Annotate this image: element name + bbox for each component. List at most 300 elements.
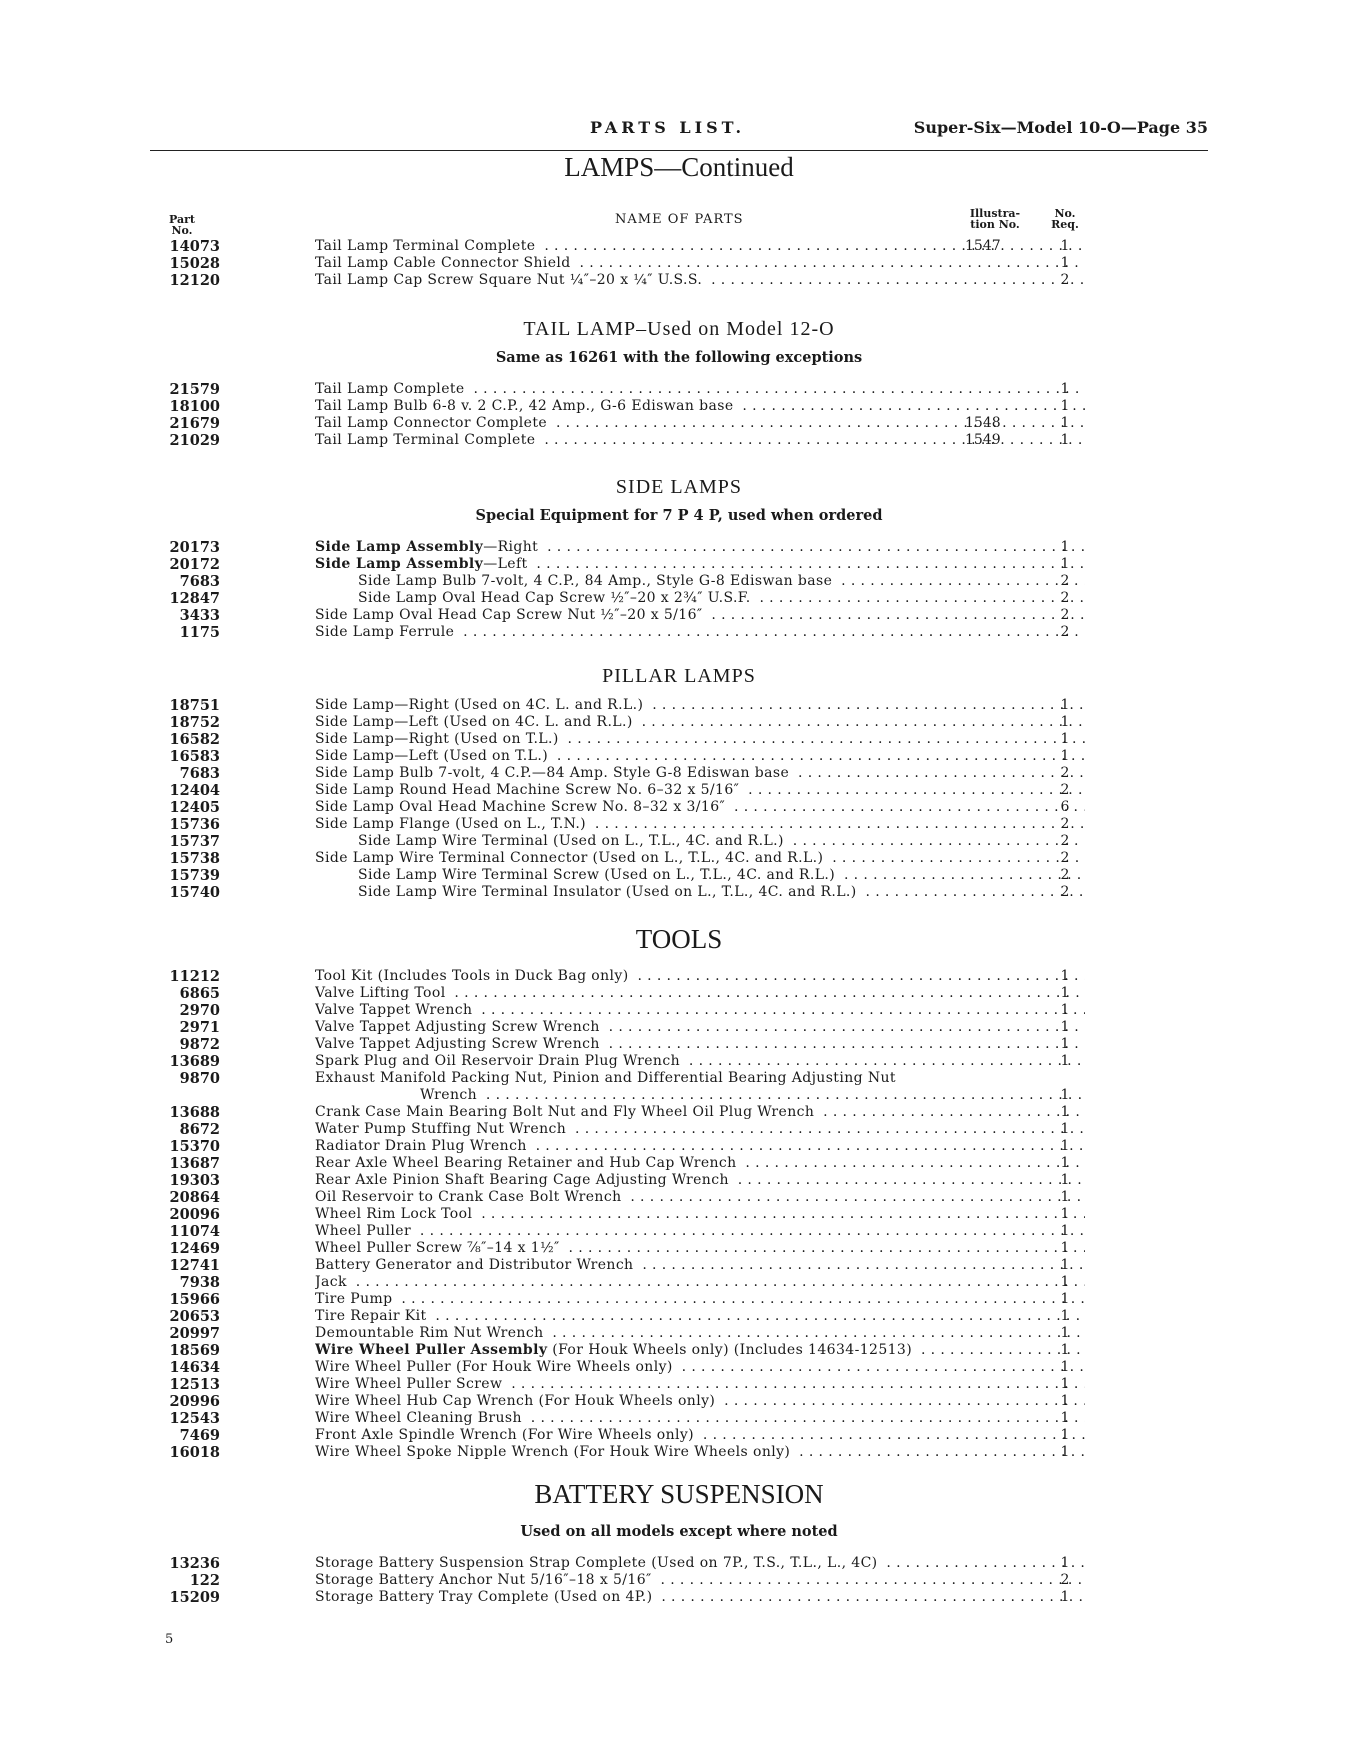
section-title-tail-lamp: TAIL LAMP–Used on Model 12-O [523, 318, 835, 340]
part-description [315, 714, 1085, 731]
parts-row [150, 1427, 1220, 1444]
part-number: 14634 [169, 1359, 220, 1376]
section-subtitle-tail-lamp: Same as 16261 with the following exceptions [495, 349, 863, 366]
part-number: 12847 [169, 590, 220, 607]
part-number: 20173 [169, 539, 220, 556]
part-description-rest: Side Lamp Oval Head Cap Screw ½″–20 x 2¾″ U.S.F. [358, 590, 751, 606]
part-description-text [315, 1342, 916, 1358]
part-description [315, 1444, 1085, 1461]
number-required: 1 [1060, 1393, 1070, 1409]
header-rule [150, 150, 1208, 151]
part-description-rest: Wire Wheel Spoke Nipple Wrench (For Houk Wire Wheels only) [315, 1444, 791, 1460]
part-description-text [358, 867, 839, 883]
part-description [315, 1070, 1085, 1087]
number-required: 1 [1060, 1589, 1070, 1605]
part-description-rest: Exhaust Manifold Packing Nut, Pinion and Differential Bearing Adjusting Nut [315, 1070, 896, 1086]
parts-row [150, 1189, 1220, 1206]
part-description-rest: Wire Wheel Puller Screw [315, 1376, 503, 1392]
part-number: 20997 [169, 1325, 220, 1342]
number-required: 1 [1060, 697, 1070, 713]
parts-row [150, 1359, 1220, 1376]
part-number: 20172 [169, 556, 220, 573]
part-description-rest: Tire Pump [315, 1291, 393, 1307]
number-required: 1 [1060, 415, 1070, 431]
part-description [315, 1291, 1085, 1308]
number-required: 1 [1060, 1155, 1070, 1171]
part-number: 7683 [179, 765, 220, 782]
part-description [315, 1589, 1085, 1606]
part-description-text [315, 1410, 526, 1426]
part-description [358, 590, 1085, 607]
number-required: 1 [1060, 1189, 1070, 1205]
part-description [315, 272, 1085, 289]
parts-row [150, 255, 1220, 272]
part-description-text [315, 985, 450, 1001]
part-number: 7938 [179, 1274, 220, 1291]
part-description-text [315, 624, 458, 640]
part-description-text [358, 833, 788, 849]
part-description-rest: Tail Lamp Connector Complete [315, 415, 548, 431]
parts-row [150, 1257, 1220, 1274]
parts-row [150, 1087, 1220, 1104]
parts-row [150, 1342, 1220, 1359]
part-number: 9870 [179, 1070, 220, 1087]
parts-row [150, 799, 1220, 816]
part-number: 15737 [169, 833, 220, 850]
number-required: 1 [1060, 1257, 1070, 1273]
part-number: 8672 [179, 1121, 220, 1138]
section-title-tools: TOOLS [635, 924, 723, 954]
part-description [315, 1036, 1085, 1053]
part-description-text [315, 1189, 626, 1205]
part-description-text [315, 1155, 741, 1171]
part-description-rest: Wheel Puller [315, 1223, 412, 1239]
parts-row [150, 238, 1220, 255]
number-required: 1 [1060, 255, 1070, 271]
number-required: 1 [1060, 968, 1070, 984]
part-description-rest: Valve Lifting Tool [315, 985, 446, 1001]
section-rows-tail-lamp [150, 381, 1220, 449]
part-number: 15370 [169, 1138, 220, 1155]
part-description-text [358, 884, 861, 900]
part-description [315, 1121, 1085, 1138]
part-description [315, 1240, 1085, 1257]
part-description-text [315, 272, 706, 288]
part-description [315, 1155, 1085, 1172]
parts-row [150, 624, 1220, 641]
parts-list-page [150, 0, 1220, 1761]
part-description-rest: Side Lamp Wire Terminal Connector (Used on L., T.L., 4C. and R.L.) [315, 850, 824, 866]
parts-row [150, 539, 1220, 556]
part-description-rest: Storage Battery Anchor Nut 5/16″–18 x 5/16″ [315, 1572, 652, 1588]
col-header-illustration-no: Illustra- tion No. [969, 207, 1021, 231]
parts-row [150, 1138, 1220, 1155]
part-description [315, 1274, 1085, 1291]
parts-row [150, 272, 1220, 289]
parts-row [150, 968, 1220, 985]
parts-row [150, 1053, 1220, 1070]
section-rows-tools [150, 968, 1220, 1461]
number-required: 1 [1060, 1274, 1070, 1290]
part-description-text [315, 238, 539, 254]
part-number: 7683 [179, 573, 220, 590]
part-description-text [315, 1555, 882, 1571]
parts-row [150, 697, 1220, 714]
parts-row [150, 1444, 1220, 1461]
part-description-text [315, 968, 633, 984]
part-description-text [315, 1257, 637, 1273]
number-required: 1 [1060, 1359, 1070, 1375]
part-description-text [315, 1036, 604, 1052]
part-description-text [315, 1393, 719, 1409]
part-description-text [358, 573, 836, 589]
part-description [315, 1572, 1085, 1589]
parts-row [150, 1104, 1220, 1121]
number-required: 2 [1060, 590, 1070, 606]
part-description-text [315, 1308, 431, 1324]
part-number: 15740 [169, 884, 220, 901]
part-description-text [315, 1138, 531, 1154]
number-required: 1 [1060, 1053, 1070, 1069]
col-header-part-no: Part No. [169, 213, 195, 237]
part-description-rest: Wrench [420, 1087, 478, 1103]
part-number: 21029 [169, 432, 220, 449]
part-description-rest: Side Lamp Wire Terminal Screw (Used on L., T.L., 4C. and R.L.) [358, 867, 836, 883]
part-description-rest: Wire Wheel Puller (For Houk Wire Wheels only) [315, 1359, 673, 1375]
part-description-rest: (For Houk Wheels only) (Includes 14634-12513) [547, 1342, 913, 1358]
part-description-text [315, 1002, 476, 1018]
part-number: 12120 [169, 272, 220, 289]
number-required: 1 [1060, 1121, 1070, 1137]
number-required: 2 [1060, 884, 1070, 900]
parts-row [150, 573, 1220, 590]
part-description-text [315, 1070, 900, 1086]
number-required: 1 [1060, 1036, 1070, 1052]
number-required: 1 [1060, 1555, 1070, 1571]
part-description-rest: Jack [315, 1274, 347, 1290]
part-description [315, 1325, 1085, 1342]
part-description-bold: Wire Wheel Puller Assembly [315, 1342, 548, 1358]
part-description-text [315, 1589, 656, 1605]
part-description [315, 1138, 1085, 1155]
number-required: 1 [1060, 1376, 1070, 1392]
part-number: 16582 [169, 731, 220, 748]
part-description [358, 884, 1085, 901]
part-description-rest: Side Lamp Oval Head Machine Screw No. 8–32 x 3/16″ [315, 799, 726, 815]
part-description [315, 1342, 1085, 1359]
number-required: 1 [1060, 1308, 1070, 1324]
parts-row [150, 884, 1220, 901]
part-description-rest: Storage Battery Suspension Strap Complete (Used on 7P., T.S., T.L., L., 4C) [315, 1555, 878, 1571]
part-number: 1175 [179, 624, 220, 641]
page-header [150, 118, 1208, 142]
col-header-no-required: No. Req. [1051, 207, 1079, 231]
parts-row [150, 1325, 1220, 1342]
part-description [315, 1308, 1085, 1325]
parts-row [150, 590, 1220, 607]
part-number: 3433 [179, 607, 220, 624]
parts-row [150, 850, 1220, 867]
parts-row [150, 1589, 1220, 1606]
part-description [315, 1053, 1085, 1070]
parts-row [150, 1572, 1220, 1589]
part-description-rest: Side Lamp—Right (Used on 4C. L. and R.L.) [315, 697, 644, 713]
part-description-rest: Side Lamp Round Head Machine Screw No. 6–32 x 5/16″ [315, 782, 740, 798]
number-required: 1 [1060, 398, 1070, 414]
part-description-rest: Tail Lamp Terminal Complete [315, 238, 536, 254]
part-description-text [315, 765, 793, 781]
part-description-text [315, 381, 469, 397]
part-description-text [315, 1121, 570, 1137]
part-description-rest: Wheel Rim Lock Tool [315, 1206, 473, 1222]
number-required: 1 [1060, 1325, 1070, 1341]
part-description-rest: Rear Axle Pinion Shaft Bearing Cage Adjusting Wrench [315, 1172, 729, 1188]
part-description [315, 748, 1085, 765]
part-description [315, 556, 1085, 573]
part-number: 15028 [169, 255, 220, 272]
parts-row [150, 1172, 1220, 1189]
part-description-text [315, 1325, 548, 1341]
part-description-rest: Tail Lamp Terminal Complete [315, 432, 536, 448]
part-description-text [315, 1104, 818, 1120]
part-description [315, 1376, 1085, 1393]
section-subtitle-battery-suspension: Used on all models except where noted [520, 1523, 838, 1540]
number-required: 1 [1060, 381, 1070, 397]
part-description-text [315, 782, 743, 798]
part-description-rest: Side Lamp Bulb 7-volt, 4 C.P.—84 Amp. Style G-8 Ediswan base [315, 765, 790, 781]
part-description [315, 1172, 1085, 1189]
part-description-text [315, 816, 590, 832]
number-required: 1 [1060, 1019, 1070, 1035]
part-description-text [315, 1572, 656, 1588]
parts-row [150, 415, 1220, 432]
part-description-text [315, 1359, 677, 1375]
part-number: 20864 [169, 1189, 220, 1206]
part-description [315, 1257, 1085, 1274]
part-description-text [315, 415, 551, 431]
part-description-rest: Tail Lamp Cable Connector Shield [315, 255, 571, 271]
part-number: 18751 [169, 697, 220, 714]
part-number: 21679 [169, 415, 220, 432]
parts-row [150, 765, 1220, 782]
part-description [315, 1104, 1085, 1121]
part-description-rest: —Right [483, 539, 539, 555]
number-required: 2 [1060, 782, 1070, 798]
parts-row [150, 432, 1220, 449]
part-description-text [315, 1376, 506, 1392]
part-number: 18569 [169, 1342, 220, 1359]
part-number: 15739 [169, 867, 220, 884]
number-required: 1 [1060, 714, 1070, 730]
part-number: 12404 [169, 782, 220, 799]
part-description-bold: Side Lamp Assembly [315, 539, 484, 555]
part-description-rest: Side Lamp Ferrule [315, 624, 455, 640]
parts-row [150, 782, 1220, 799]
part-description [315, 1393, 1085, 1410]
parts-row [150, 816, 1220, 833]
part-number: 12513 [169, 1376, 220, 1393]
part-description [315, 1019, 1085, 1036]
part-description [315, 607, 1085, 624]
part-description-bold: Side Lamp Assembly [315, 556, 484, 572]
parts-row [150, 731, 1220, 748]
part-description [315, 731, 1085, 748]
part-description-text [315, 607, 707, 623]
part-number: 20653 [169, 1308, 220, 1325]
part-number: 2970 [179, 1002, 220, 1019]
parts-row [150, 1410, 1220, 1427]
part-number: 9872 [179, 1036, 220, 1053]
part-description [315, 398, 1085, 415]
part-description [358, 833, 1085, 850]
part-description-rest: Side Lamp Wire Terminal Insulator (Used on L., T.L., 4C. and R.L.) [358, 884, 857, 900]
part-description-rest: Wire Wheel Cleaning Brush [315, 1410, 522, 1426]
section-title-lamps-continued: LAMPS—Continued [564, 152, 794, 182]
part-description-text [315, 1291, 397, 1307]
part-description-rest: Tail Lamp Cap Screw Square Nut ¼″–20 x ¼″ U.S.S. [315, 272, 703, 288]
part-description [420, 1087, 1085, 1104]
part-description [315, 782, 1085, 799]
part-number: 19303 [169, 1172, 220, 1189]
part-description-text [420, 1087, 481, 1103]
number-required: 2 [1060, 1572, 1070, 1588]
part-description-rest: Tool Kit (Includes Tools in Duck Bag only) [315, 968, 629, 984]
part-description [315, 985, 1085, 1002]
number-required: 2 [1060, 573, 1070, 589]
part-number: 15738 [169, 850, 220, 867]
part-description-text [315, 1223, 415, 1239]
part-number: 15736 [169, 816, 220, 833]
number-required: 1 [1060, 1138, 1070, 1154]
part-description-rest: Spark Plug and Oil Reservoir Drain Plug Wrench [315, 1053, 681, 1069]
part-description [315, 850, 1085, 867]
part-description [315, 381, 1085, 398]
part-description-text [315, 432, 539, 448]
part-description-rest: Demountable Rim Nut Wrench [315, 1325, 544, 1341]
part-number: 12469 [169, 1240, 220, 1257]
number-required: 2 [1060, 816, 1070, 832]
part-description [315, 1359, 1085, 1376]
parts-row [150, 1223, 1220, 1240]
part-description-rest: Tire Repair Kit [315, 1308, 427, 1324]
number-required: 1 [1060, 556, 1070, 572]
header-title: PARTS LIST. [590, 118, 746, 137]
number-required: 1 [1060, 1240, 1070, 1256]
number-required: 1 [1060, 1342, 1070, 1358]
parts-row [150, 1036, 1220, 1053]
part-description [315, 1223, 1085, 1240]
number-required: 1 [1060, 731, 1070, 747]
part-description-text [315, 398, 738, 414]
part-number: 13689 [169, 1053, 220, 1070]
part-description-text [315, 850, 827, 866]
number-required: 2 [1060, 833, 1070, 849]
part-number: 20096 [169, 1206, 220, 1223]
parts-row [150, 381, 1220, 398]
parts-row [150, 867, 1220, 884]
parts-row [150, 1555, 1220, 1572]
part-description-rest: —Left [483, 556, 528, 572]
part-number: 14073 [169, 238, 220, 255]
part-description-text [315, 799, 729, 815]
parts-row [150, 833, 1220, 850]
part-number: 16583 [169, 748, 220, 765]
number-required: 1 [1060, 748, 1070, 764]
illustration-number: 1547 [965, 238, 1001, 254]
section-rows-pillar-lamps [150, 697, 1220, 901]
part-description [315, 539, 1085, 556]
part-description-text [358, 590, 755, 606]
part-number: 21579 [169, 381, 220, 398]
parts-row [150, 748, 1220, 765]
number-required: 2 [1060, 867, 1070, 883]
header-page-ref: Super-Six—Model 10-O—Page 35 [913, 118, 1208, 137]
part-description-text [315, 748, 552, 764]
section-title-battery-suspension: BATTERY SUSPENSION [534, 1479, 824, 1509]
part-description-rest: Tail Lamp Bulb 6-8 v. 2 C.P., 42 Amp., G-6 Ediswan base [315, 398, 734, 414]
part-number: 11212 [169, 968, 220, 985]
number-required: 2 [1060, 624, 1070, 640]
number-required: 1 [1060, 238, 1070, 254]
part-description [315, 255, 1085, 272]
part-number: 12543 [169, 1410, 220, 1427]
part-description-text [315, 1240, 564, 1256]
part-number: 20996 [169, 1393, 220, 1410]
part-number: 15209 [169, 1589, 220, 1606]
part-description-text [315, 255, 575, 271]
part-description [315, 1189, 1085, 1206]
parts-row [150, 1308, 1220, 1325]
number-required: 2 [1060, 765, 1070, 781]
parts-row [150, 1274, 1220, 1291]
part-description [358, 573, 1085, 590]
part-number: 122 [189, 1572, 220, 1589]
parts-row [150, 714, 1220, 731]
number-required: 2 [1060, 607, 1070, 623]
part-description-rest: Water Pump Stuffing Nut Wrench [315, 1121, 567, 1137]
parts-row [150, 1155, 1220, 1172]
part-description [358, 867, 1085, 884]
number-required: 1 [1060, 1410, 1070, 1426]
number-required: 2 [1060, 850, 1070, 866]
part-description-text [315, 1019, 604, 1035]
number-required: 1 [1060, 1172, 1070, 1188]
part-description-text [315, 714, 637, 730]
part-description-rest: Tail Lamp Complete [315, 381, 465, 397]
number-required: 1 [1060, 1104, 1070, 1120]
number-required: 1 [1060, 1427, 1070, 1443]
part-description [315, 1427, 1085, 1444]
footer-mark: 5 [165, 1632, 174, 1647]
part-description-rest: Side Lamp Flange (Used on L., T.N.) [315, 816, 587, 832]
part-description-rest: Side Lamp Wire Terminal (Used on L., T.L., 4C. and R.L.) [358, 833, 784, 849]
number-required: 1 [1060, 1206, 1070, 1222]
part-description-text [315, 1444, 794, 1460]
col-header-name-of-parts: NAME OF PARTS [615, 212, 744, 227]
part-description [315, 1555, 1085, 1572]
part-description-rest: Side Lamp Oval Head Cap Screw Nut ½″–20 x 5/16″ [315, 607, 703, 623]
section-rows-side-lamps [150, 539, 1220, 641]
part-description [315, 765, 1085, 782]
part-number: 2971 [179, 1019, 220, 1036]
parts-row [150, 1393, 1220, 1410]
part-number: 18752 [169, 714, 220, 731]
number-required: 1 [1060, 539, 1070, 555]
part-description-rest: Side Lamp—Left (Used on 4C. L. and R.L.) [315, 714, 633, 730]
part-description-rest: Storage Battery Tray Complete (Used on 4P.) [315, 1589, 653, 1605]
part-description-text [315, 556, 532, 572]
part-number: 16018 [169, 1444, 220, 1461]
